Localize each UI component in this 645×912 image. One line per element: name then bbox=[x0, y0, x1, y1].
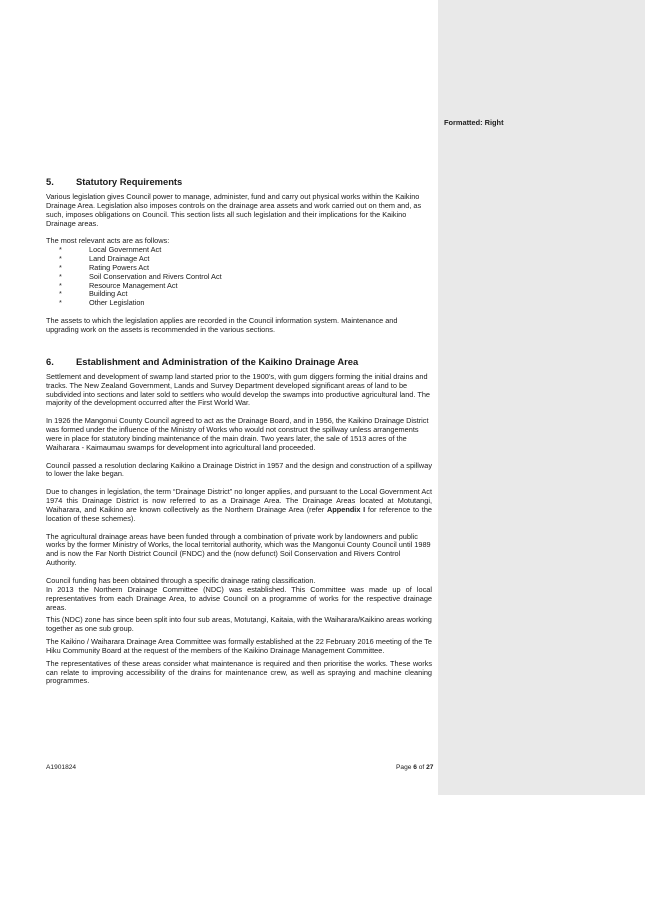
section-6-paragraph-3: Council passed a resolution declaring Kaikino a Drainage District in 1957 and the design and construction of a spillway to lower the lake began. bbox=[46, 460, 432, 479]
section-6-heading bbox=[46, 356, 432, 367]
section-6-paragraph-6a: Council funding has been obtained through a specific drainage rating classification. bbox=[46, 576, 316, 585]
section-6-paragraph-2: In 1926 the Mangonui County Council agreed to act as the Drainage Board, and in 1956, the Kaikino Drainage District was formed under the influence of the Ministry of Works who would not construct the spillway unless arrangements were in place for statutory binding maintenance of the main drain. Two years later, the sale of 1513 acres of the Waiharara - Kaimaumau swamps for development into agricultural land proceeded. bbox=[46, 416, 429, 452]
bullet: * bbox=[59, 289, 62, 299]
footer-doc-id: A1901824 bbox=[46, 764, 77, 771]
page-content bbox=[46, 176, 432, 690]
comment-title: Formatted: Right bbox=[444, 118, 504, 127]
footer-page-number bbox=[396, 764, 433, 771]
paragraph-4-tail: for reference to the location of these schemes). bbox=[46, 504, 432, 523]
act-label: Local Government Act bbox=[89, 245, 162, 255]
section-6-paragraph-7: This (NDC) zone has since been split into four sub areas, Motutangi, Kaitaia, with the Waiharara/Kaikino areas working together as one sub group. bbox=[46, 615, 432, 634]
section-6-paragraph-1: Settlement and development of swamp land started prior to the 1900’s, with gum diggers forming the initial drains and tracks. The New Zealand Government, Lands and Survey Department developed significant areas of land to be subdivided into sections and later sold to settlers who would develop the swamps into productive agricultural land. The majority of the development occurred after the First World War. bbox=[46, 371, 430, 408]
appendix-reference: Appendix I bbox=[326, 504, 366, 514]
bullet: * bbox=[59, 262, 62, 272]
page-total: 27 bbox=[426, 764, 434, 771]
bullet: * bbox=[59, 254, 62, 264]
acts-intro: The most relevant acts are as follows: bbox=[46, 236, 170, 246]
act-label: Other Legislation bbox=[89, 298, 145, 308]
section-6-paragraph-9: The representatives of these areas consider what maintenance is required and then prioritise the works. These works can relate to improving accessibility of the drains for maintenance crew, as well as spraying and machine cleaning programmes. bbox=[46, 658, 432, 686]
act-label: Resource Management Act bbox=[89, 280, 178, 290]
act-label: Land Drainage Act bbox=[89, 254, 150, 264]
of-word: of bbox=[416, 764, 427, 771]
page-word: Page bbox=[396, 764, 414, 771]
bullet: * bbox=[59, 280, 62, 290]
section-6-title: Establishment and Administration of the Kaikino Drainage Area bbox=[76, 355, 359, 367]
section-5-paragraph-1: Various legislation gives Council power to manage, administer, fund and carry out physical works within the Kaikino Drainage Area. Legislation also imposes controls on the drainage area assets and work carried out on them and, as such, imposes obligations on Council. This section lists all such legislation and their implications for the Kaikino Drainage areas. bbox=[46, 192, 422, 228]
section-5-number: 5. bbox=[46, 176, 54, 187]
bullet: * bbox=[59, 271, 62, 281]
section-6-number: 6. bbox=[46, 355, 54, 367]
list-item bbox=[46, 299, 432, 308]
section-6-paragraph-8: The Kaikino / Waiharara Drainage Area Committee was formally established at the 22 February 2016 meeting of the Te Hiku Community Board at the request of the members of the Kaikino Drainage Management Committee. bbox=[46, 637, 432, 655]
paragraph-4-text: Due to changes in legislation, the term “Drainage District” no longer applies, and pursuant to the Local Government Act 1974 this Drainage District is now referred to as a Drainage Area. The Drainage Areas located at Motutangi, Waiharara, and Kaikino are known collectively as the Northern Drainage Area (refer bbox=[46, 487, 432, 514]
section-5-title: Statutory Requirements bbox=[76, 176, 183, 187]
section-6-paragraph-6b: In 2013 the Northern Drainage Committee (NDC) was established. This Committee was made up of local representatives from each Drainage Area, to advise Council on a programme of works for the respective drainage areas. bbox=[46, 584, 432, 612]
section-5-paragraph-2: The assets to which the legislation applies are recorded in the Council information system. Maintenance and upgrading work on the assets is recommended in the various sections. bbox=[46, 316, 398, 334]
act-label: Soil Conservation and Rivers Control Act bbox=[89, 271, 222, 281]
act-label: Building Act bbox=[89, 289, 128, 299]
act-label: Rating Powers Act bbox=[89, 262, 150, 272]
section-5-heading bbox=[46, 176, 432, 187]
page-current: 6 bbox=[413, 764, 417, 771]
section-6-paragraph-5: The agricultural drainage areas have been funded through a combination of private work by landowners and public works by the former Ministry of Works, the local territorial authority, which was the Mangonui County Council until 1989 and is now the Far North District Council (FNDC) and the (now defunct) Soil Conservation and Rivers Control Authority. bbox=[46, 531, 431, 568]
bullet: * bbox=[59, 245, 62, 255]
bullet: * bbox=[59, 298, 62, 308]
acts-list bbox=[46, 246, 432, 308]
section-6-paragraph-4 bbox=[46, 488, 432, 523]
